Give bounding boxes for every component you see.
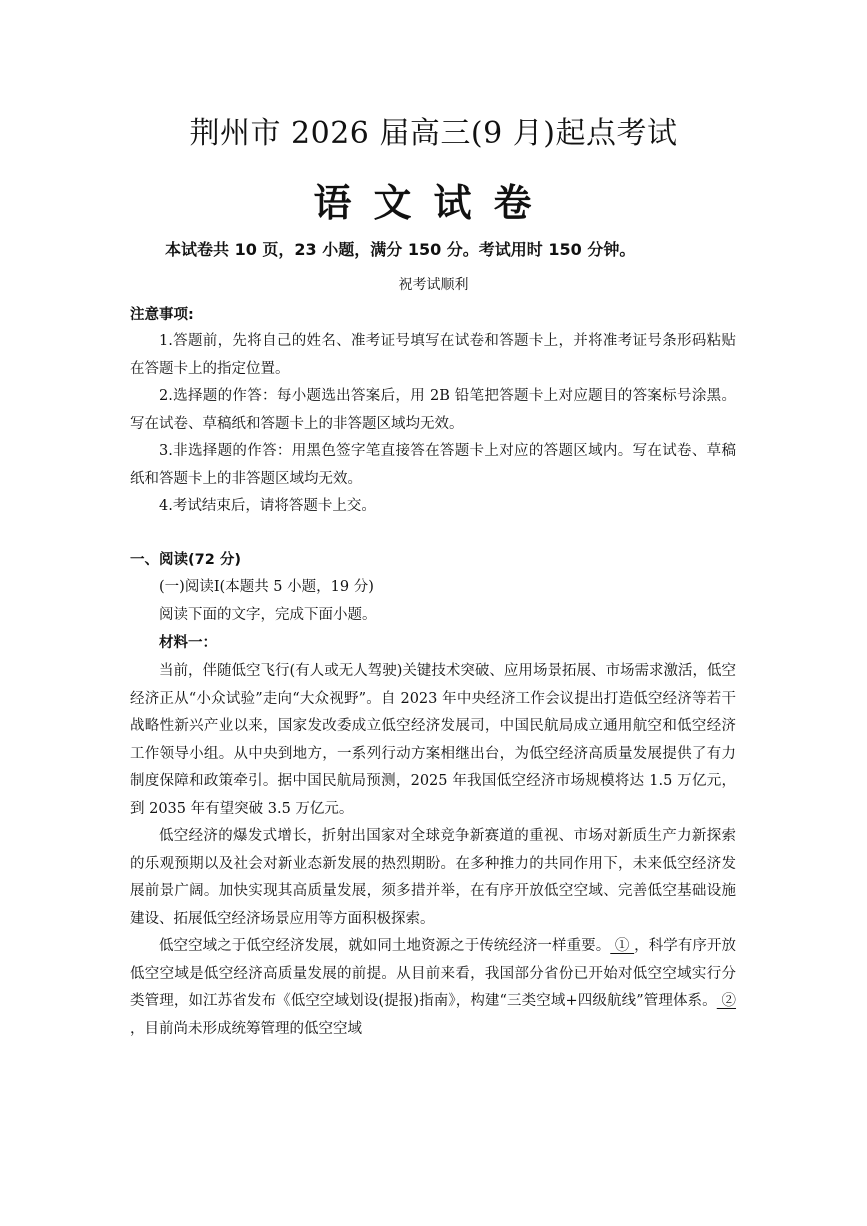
notes-list [130,328,736,521]
section-heading: 一、阅读(72 分) [130,552,241,568]
passage-text: ，科学有序开放低空空域是低空经济高质量发展的前提。从目前来看，我国部分省份已开始对低空空域实行分类管理，如江苏省发布《低空空域划设(提报)指南》，构建“三类空域+四级航线”管理体系。 [130,938,736,1009]
passage-paragraph: 低空经济的爆发式增长，折射出国家对全球竞争新赛道的重视、市场对新质生产力新探索的乐观预期以及社会对新业态新发展的热烈期盼。在多种推力的共同作用下，未来低空经济发展前景广阔。加快实现其高质量发展，须多措并举，在有序开放低空空域、完善低空基础设施建设、拓展低空经济场景应用等方面积极探索。 [130,828,736,927]
passage-paragraph [130,933,736,1043]
subject-title: 语文试卷 [313,181,554,225]
note-item: 1.答题前，先将自己的姓名、准考证号填写在试卷和答题卡上，并将准考证号条形码粘贴在答题卡上的指定位置。 [130,333,736,377]
sub-section-heading: (一)阅读Ⅰ(本题共 5 小题，19 分) [159,579,374,595]
passage-paragraph: 当前，伴随低空飞行(有人或无人驾驶)关键技术突破、应用场景拓展、市场需求激活，低空经济正从“小众试验”走向“大众视野”。自 2023 年中央经济工作会议提出打造低空经济等若干战略性新兴产业以来，国家发改委成立低空经济发展司，中国民航局成立通用航空和低空经济工作领导小组。从中央到地方，一系列行动方案相继出台，为低空经济高质量发展提供了有力制度保障和政策牵引。据中国民航局预测，2025 年我国低空经济市场规模将达 1.5 万亿元，到 2035 年有望突破 3.5 万亿元。 [130,663,736,817]
passage [130,658,736,1043]
material-label: 材料一： [159,635,217,651]
blank-1: ① [610,938,635,954]
note-item: 2.选择题的作答：每小题选出答案后，用 2B 铅笔把答题卡上对应题目的答案标号涂黑。写在试卷、草稿纸和答题卡上的非答题区域均无效。 [130,388,736,432]
passage-text: 低空空域之于低空经济发展，就如同土地资源之于传统经济一样重要。 [159,938,611,954]
exam-meta: 本试卷共 10 页，23 小题，满分 150 分。考试用时 150 分钟。 [165,240,636,259]
notes-heading: 注意事项: [130,307,194,323]
good-luck-text: 祝考试顺利 [398,277,469,293]
exam-title: 荆州市 2026 届高三(9 月)起点考试 [189,116,678,151]
blank-2: ② [716,993,737,1009]
note-item: 3.非选择题的作答：用黑色签字笔直接答在答题卡上对应的答题区域内。写在试卷、草稿纸和答题卡上的非答题区域均无效。 [130,443,736,487]
reading-instruction: 阅读下面的文字，完成下面小题。 [159,607,377,623]
note-item: 4.考试结束后，请将答题卡上交。 [159,498,376,514]
passage-text: ，目前尚未形成统筹管理的低空空域 [130,1020,362,1037]
